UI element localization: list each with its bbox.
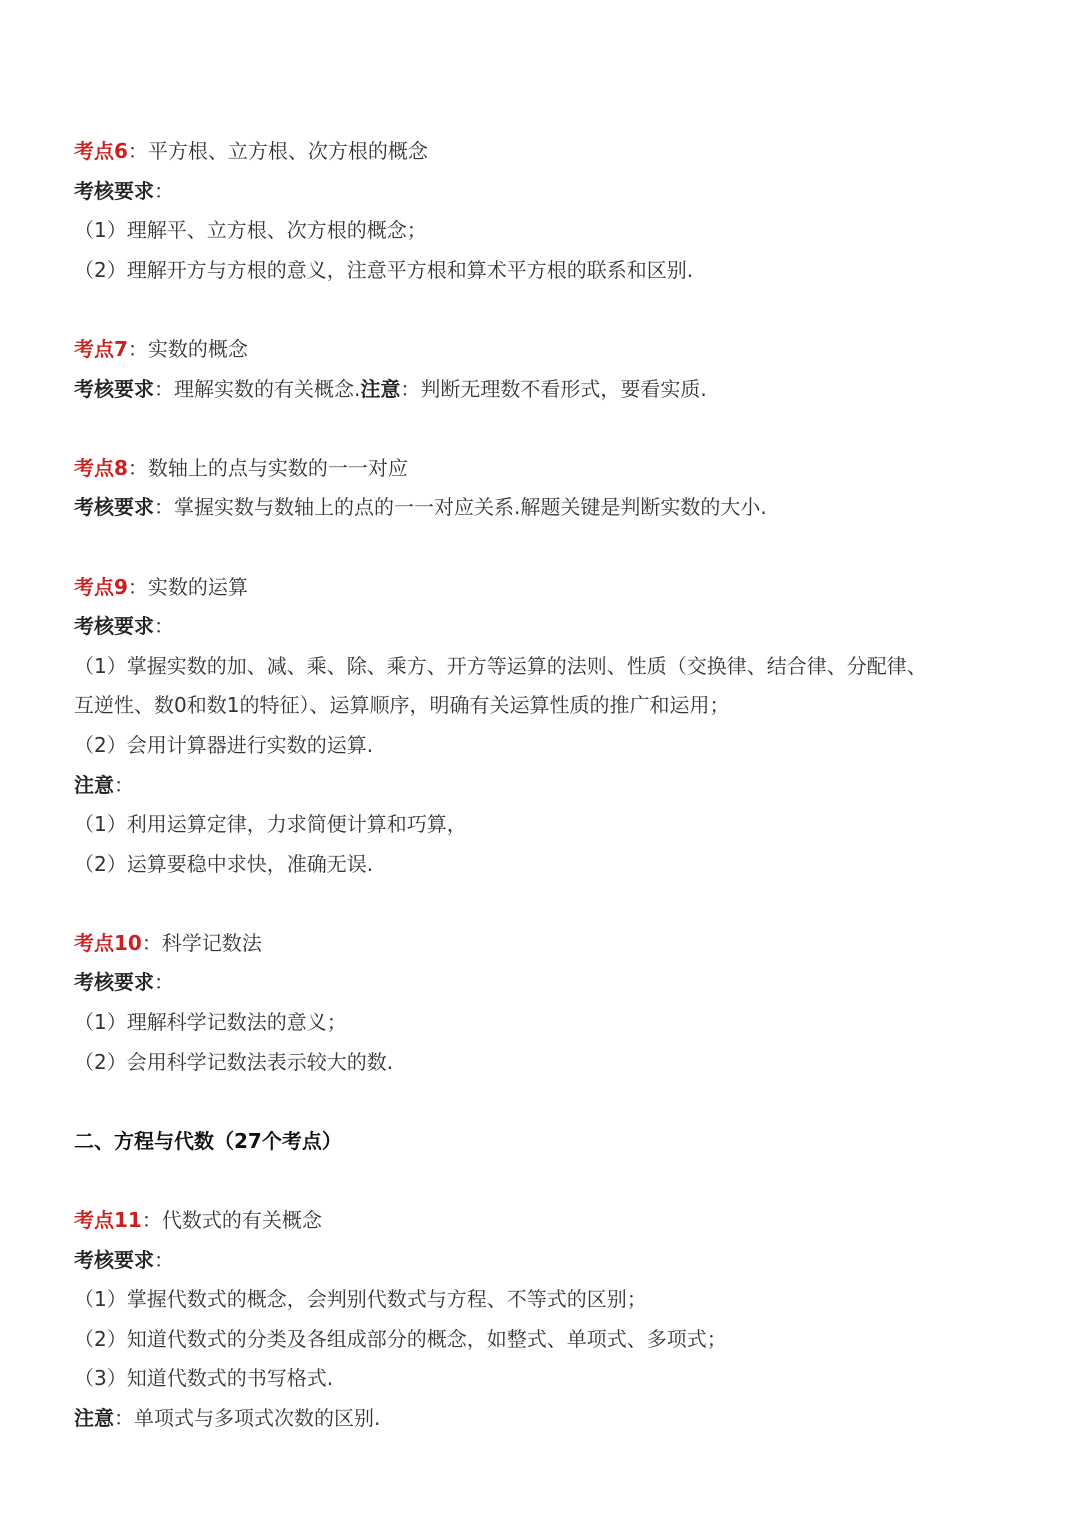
- spacer: [74, 1082, 1014, 1122]
- kaodian-6-item-2: （2）理解开方与方根的意义，注意平方根和算术平方根的联系和区别.: [74, 257, 694, 282]
- requirement-label: 考核要求: [74, 376, 154, 401]
- kaodian-8-label: 考点8: [74, 455, 128, 480]
- kaodian-7-label: 考点7: [74, 336, 128, 361]
- requirement-label: 考核要求: [74, 1247, 154, 1272]
- document-page: [74, 132, 1014, 1439]
- kaodian-6-item-1: （1）理解平、立方根、次方根的概念；: [74, 218, 427, 243]
- kaodian-6-title: [74, 132, 1014, 172]
- kaodian-9-item-1-line-1: （1）掌握实数的加、减、乘、除、乘方、开方等运算的法则、性质（交换律、结合律、分配律、: [74, 653, 927, 678]
- kaodian-7-requirement: [74, 370, 1014, 410]
- requirement-label: 考核要求: [74, 970, 154, 995]
- kaodian-8-requirement: [74, 488, 1014, 528]
- note-label: 注意: [360, 376, 401, 401]
- kaodian-10-item-2: （2）会用科学记数法表示较大的数.: [74, 1049, 394, 1074]
- requirement-label: 考核要求: [74, 495, 154, 520]
- spacer: [74, 290, 1014, 330]
- kaodian-9-note-heading: [74, 766, 1014, 806]
- kaodian-9-item-1-line-2: 互逆性、数0和数1的特征）、运算顺序，明确有关运算性质的推广和运用；: [74, 693, 730, 718]
- kaodian-10-title: [74, 924, 1014, 964]
- spacer: [74, 1161, 1014, 1201]
- kaodian-10-requirement-heading: [74, 963, 1014, 1003]
- spacer: [74, 528, 1014, 568]
- requirement-text: ：理解实数的有关概念.: [154, 376, 361, 401]
- note-colon: ：: [114, 772, 134, 797]
- kaodian-11-title: [74, 1201, 1014, 1241]
- kaodian-9-item-2: （2）会用计算器进行实数的运算.: [74, 732, 374, 757]
- kaodian-6-requirement-heading: [74, 172, 1014, 212]
- kaodian-11-note: [74, 1399, 1014, 1439]
- kaodian-6-topic: ：平方根、立方根、次方根的概念: [127, 139, 428, 163]
- kaodian-9-note-1: （1）利用运算定律，力求简便计算和巧算，: [74, 812, 467, 837]
- kaodian-10-item-1: （1）理解科学记数法的意义；: [74, 1010, 347, 1035]
- kaodian-11-item-2: （2）知道代数式的分类及各组成部分的概念，如整式、单项式、多项式；: [74, 1326, 727, 1351]
- kaodian-10-topic: ：科学记数法: [141, 930, 262, 955]
- kaodian-11-requirement-heading: [74, 1241, 1014, 1281]
- kaodian-9-title: [74, 568, 1014, 608]
- kaodian-11-item-1: （1）掌握代数式的概念，会判别代数式与方程、不等式的区别；: [74, 1287, 647, 1312]
- requirement-text: ：掌握实数与数轴上的点的一一对应关系.解题关键是判断实数的大小.: [154, 495, 767, 520]
- kaodian-9-note-2: （2）运算要稳中求快，准确无误.: [74, 851, 374, 876]
- kaodian-11-label: 考点11: [74, 1208, 142, 1233]
- spacer: [74, 884, 1014, 924]
- kaodian-8-topic: ：数轴上的点与实数的一一对应: [127, 455, 408, 480]
- kaodian-7-topic: ：实数的概念: [127, 336, 248, 361]
- kaodian-10-label: 考点10: [74, 930, 142, 955]
- note-label: 注意: [74, 1406, 114, 1430]
- requirement-label: 考核要求: [74, 178, 154, 203]
- spacer: [74, 409, 1014, 449]
- requirement-colon: ：: [154, 970, 174, 995]
- kaodian-11-item-3: （3）知道代数式的书写格式.: [74, 1366, 334, 1391]
- kaodian-9-label: 考点9: [74, 574, 128, 599]
- note-text: ：单项式与多项式次数的区别.: [114, 1406, 381, 1430]
- requirement-label: 考核要求: [74, 614, 154, 639]
- kaodian-6-label: 考点6: [74, 139, 128, 163]
- kaodian-11-topic: ：代数式的有关概念: [141, 1208, 322, 1233]
- kaodian-9-requirement-heading: [74, 607, 1014, 647]
- section-2-heading: 二、方程与代数（27个考点）: [74, 1128, 342, 1153]
- requirement-colon: ：: [154, 614, 174, 639]
- requirement-colon: ：: [154, 1247, 174, 1272]
- kaodian-7-title: [74, 330, 1014, 370]
- note-text: ：判断无理数不看形式，要看实质.: [400, 376, 707, 401]
- requirement-colon: ：: [154, 178, 174, 203]
- note-label: 注意: [74, 772, 114, 797]
- kaodian-8-title: [74, 449, 1014, 489]
- kaodian-9-topic: ：实数的运算: [127, 574, 248, 599]
